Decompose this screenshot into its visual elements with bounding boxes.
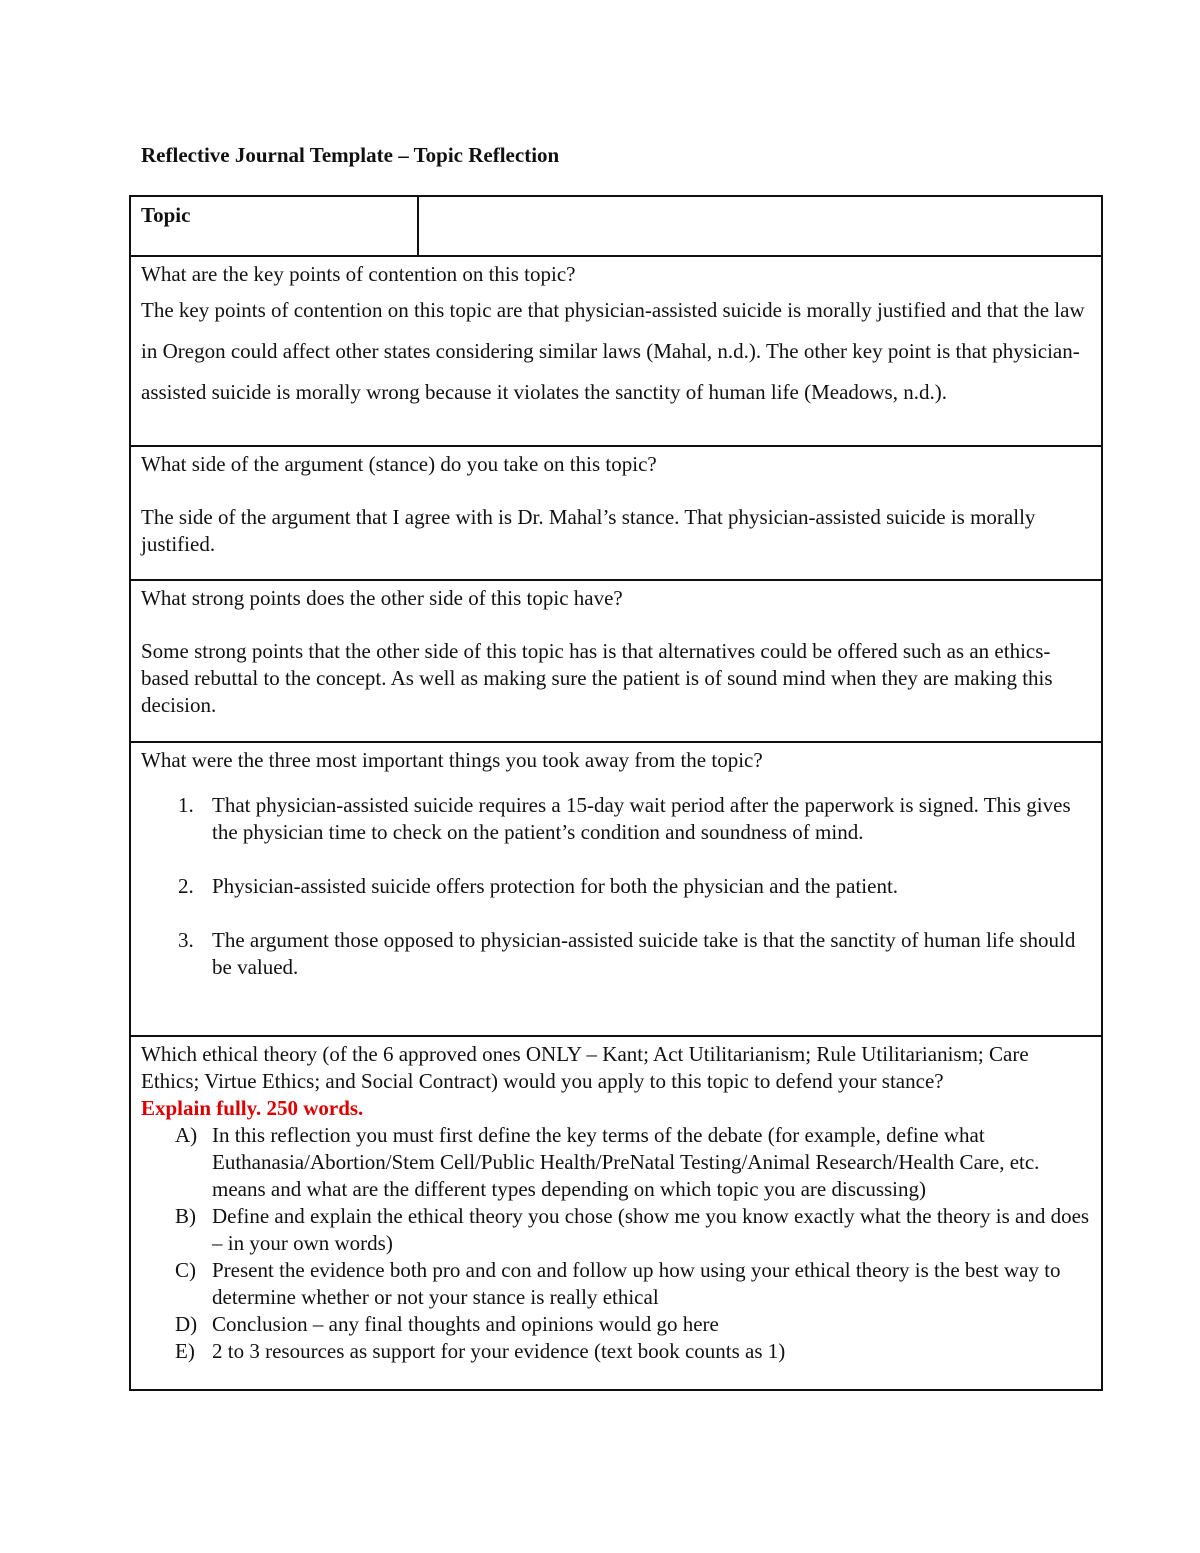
page-title: Reflective Journal Template – Topic Reflection (141, 143, 560, 167)
takeaway-item (178, 927, 1091, 981)
takeaway-text: Physician-assisted suicide offers protection for both the physician and the patient. (212, 874, 899, 898)
strong-points-question: What strong points does the other side of this topic have? (141, 586, 623, 610)
requirement-text: Conclusion – any final thoughts and opinions would go here (212, 1312, 719, 1336)
requirement-text: 2 to 3 resources as support for your evidence (text book counts as 1) (212, 1339, 786, 1363)
takeaways-row (130, 742, 1102, 1036)
strong-points-answer: Some strong points that the other side of this topic has is that alternatives could be offered such as an ethics-based rebuttal to the concept. As well as making sure the patient is of sound mind when they are making this decision. (141, 639, 1053, 717)
requirement-letter: B) (175, 1204, 196, 1228)
requirement-text: Present the evidence both pro and con and follow up how using your ethical theory is the best way to determine whether or not your stance is really ethical (212, 1258, 1061, 1309)
takeaway-item (178, 873, 1091, 900)
stance-question: What side of the argument (stance) do you take on this topic? (141, 452, 657, 476)
requirement-letter: E) (175, 1339, 195, 1363)
requirement-letter: A) (175, 1123, 198, 1147)
requirement-text: In this reflection you must first define the key terms of the debate (for example, define what Euthanasia/Abortion/Stem Cell/Public Health/PreNatal Testing/Animal Research/Health Care, etc. means and what are the different types depending on which topic you are discussing) (212, 1123, 1040, 1201)
takeaway-text: The argument those opposed to physician-assisted suicide take is that the sanctity of human life should be valued. (212, 928, 1076, 979)
stance-cell (130, 446, 1102, 580)
requirement-letter: C) (175, 1258, 196, 1282)
key-points-question: What are the key points of contention on this topic? (141, 262, 576, 286)
takeaway-number: 2. (178, 874, 194, 898)
stance-row (130, 446, 1102, 580)
requirement-item (175, 1257, 1091, 1311)
strong-points-row (130, 580, 1102, 742)
key-points-row (130, 256, 1102, 446)
theory-question-text: Which ethical theory (of the 6 approved ones ONLY – Kant; Act Utilitarianism; Rule Utilitarianism; Care Ethics; Virtue Ethics; and Social Contract) would you apply to this topic to defend your stance? (141, 1042, 1029, 1093)
takeaway-item (178, 792, 1091, 846)
takeaway-number: 3. (178, 928, 194, 952)
theory-cell (130, 1036, 1102, 1390)
takeaways-question: What were the three most important things you took away from the topic? (141, 748, 763, 772)
topic-label: Topic (130, 196, 418, 256)
topic-row (130, 196, 1102, 256)
requirement-letter: D) (175, 1312, 198, 1336)
takeaway-text: That physician-assisted suicide requires a 15-day wait period after the paperwork is signed. This gives the physician time to check on the patient’s condition and soundness of mind. (212, 793, 1071, 844)
topic-value-cell[interactable] (418, 196, 1102, 256)
theory-emphasis: Explain fully. 250 words. (141, 1096, 364, 1120)
theory-question (141, 1041, 1091, 1122)
requirement-text: Define and explain the ethical theory you chose (show me you know exactly what the theory is and does – in your own words) (212, 1204, 1090, 1255)
stance-answer: The side of the argument that I agree with is Dr. Mahal’s stance. That physician-assisted suicide is morally justified. (141, 505, 1036, 556)
requirement-item (175, 1311, 1091, 1338)
key-points-answer: The key points of contention on this topic are that physician-assisted suicide is morally justified and that the law in Oregon could affect other states considering similar laws (Mahal, n.d.). The other key point is that physician-assisted suicide is morally wrong because it violates the sanctity of human life (Meadows, n.d.). (141, 298, 1085, 404)
requirement-item (175, 1122, 1091, 1203)
theory-requirements-list (141, 1122, 1091, 1365)
takeaway-number: 1. (178, 793, 194, 817)
requirement-item (175, 1203, 1091, 1257)
strong-points-cell (130, 580, 1102, 742)
takeaways-cell (130, 742, 1102, 1036)
requirement-item (175, 1338, 1091, 1365)
reflection-table (129, 195, 1103, 1391)
key-points-cell (130, 256, 1102, 446)
takeaways-list (141, 792, 1091, 981)
theory-row (130, 1036, 1102, 1390)
